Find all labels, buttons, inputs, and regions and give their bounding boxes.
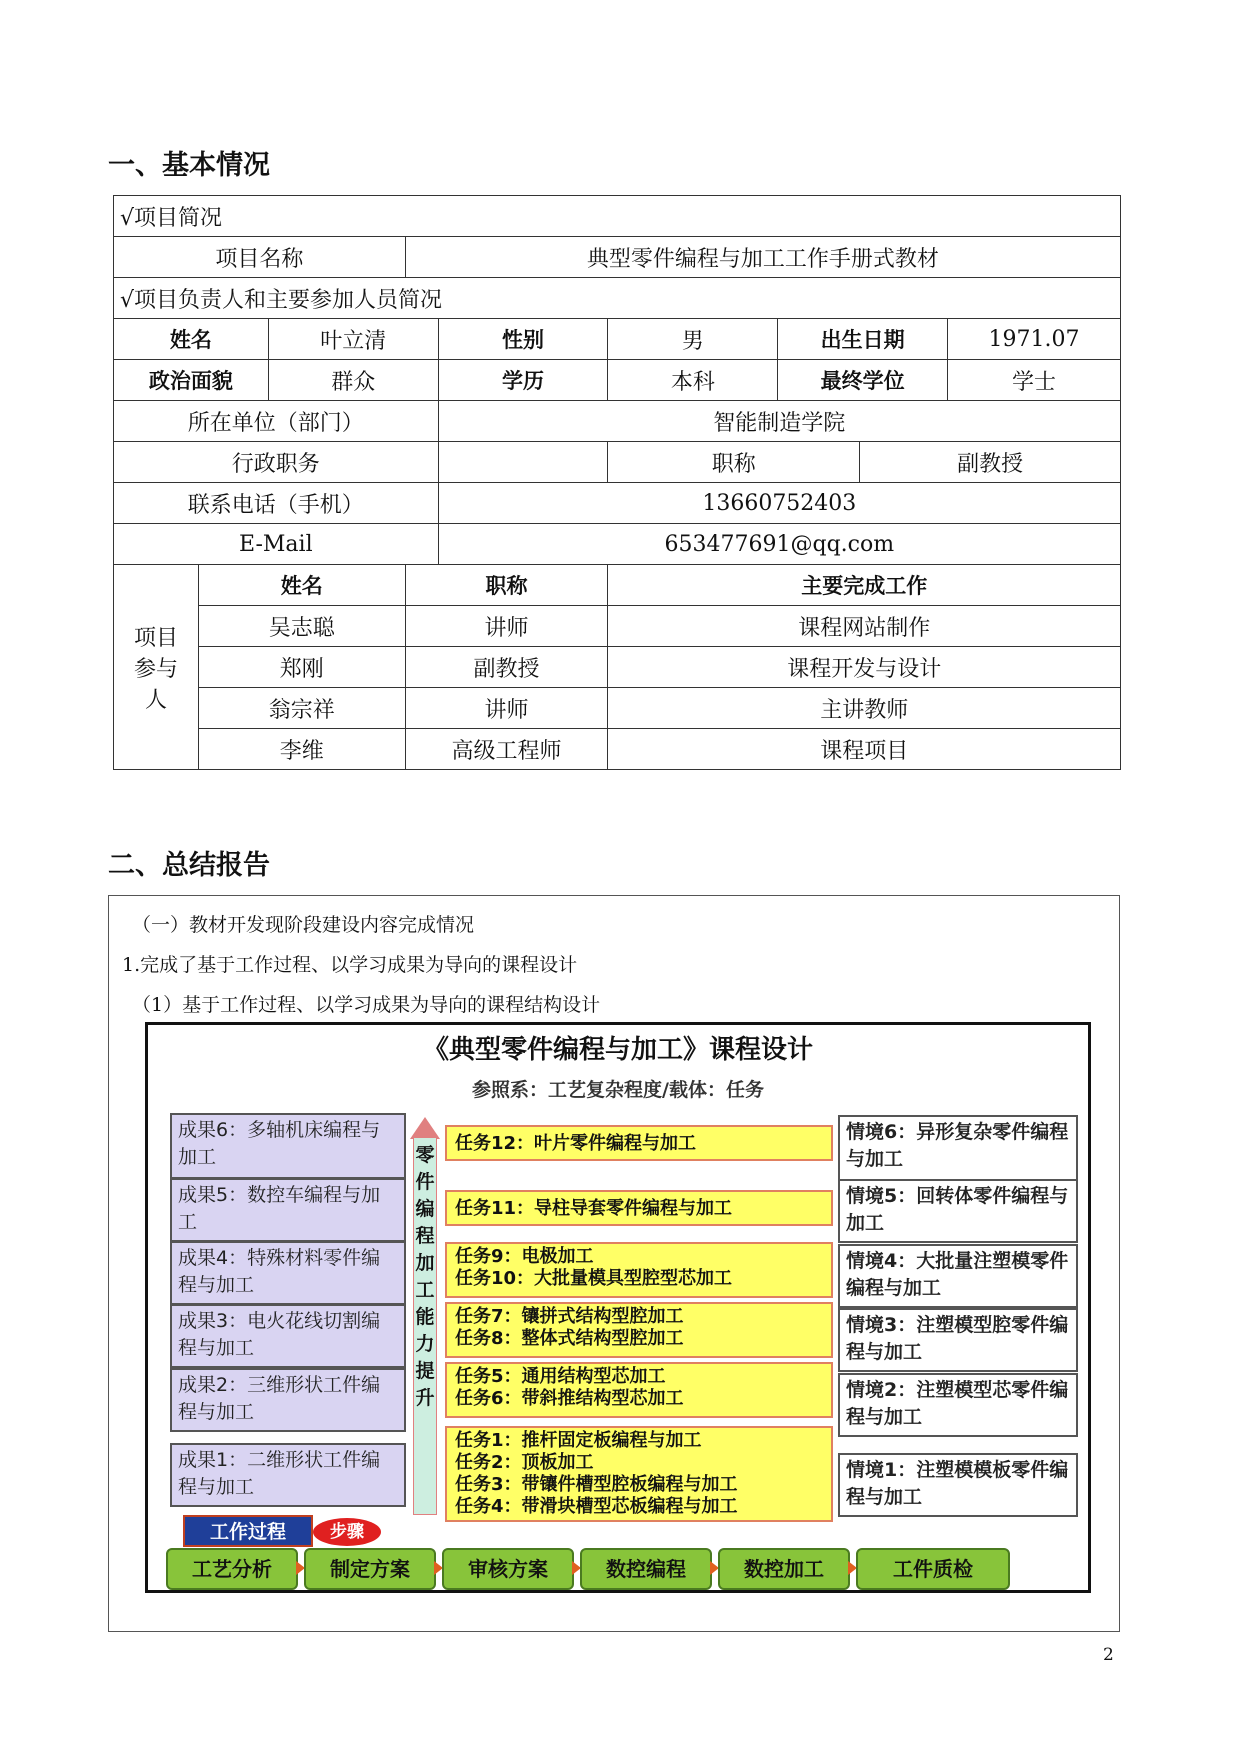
project-name-label: 项目名称 (114, 237, 406, 278)
degree-label: 最终学位 (778, 360, 948, 401)
step-box: 数控加工 (718, 1548, 850, 1590)
outcome-box: 成果4：特殊材料零件编程与加工 (170, 1241, 406, 1305)
step-box: 数控编程 (580, 1548, 712, 1590)
section-2-heading: 二、总结报告 (108, 850, 270, 881)
outcome-box: 成果1：二维形状工件编程与加工 (170, 1443, 406, 1507)
email: 653477691@qq.com (438, 524, 1120, 565)
birth: 1971.07 (948, 319, 1121, 360)
outcome-box: 成果2：三维形状工件编程与加工 (170, 1368, 406, 1432)
course-design-diagram (145, 1022, 1091, 1593)
situation-box: 情境1：注塑模模板零件编程与加工 (838, 1453, 1078, 1517)
section-1-heading: 一、基本情况 (108, 150, 270, 181)
education: 本科 (608, 360, 778, 401)
basic-info-table (113, 195, 1121, 770)
situation-box: 情境2：注塑模型芯零件编程与加工 (838, 1373, 1078, 1437)
diagram-title: 《典型零件编程与加工》课程设计 (422, 1035, 813, 1065)
education-label: 学历 (438, 360, 608, 401)
title: 副教授 (860, 442, 1121, 483)
outcome-box: 成果6：多轴机床编程与加工 (170, 1113, 406, 1179)
situation-box: 情境4：大批量注塑模零件编程与加工 (838, 1244, 1078, 1308)
project-overview-label: √项目简况 (114, 196, 1121, 237)
members-header-name: 姓名 (198, 565, 405, 606)
step-box: 审核方案 (442, 1548, 574, 1590)
degree: 学士 (948, 360, 1121, 401)
up-arrow-icon: 零 件 编 程 加 工 能 力 提 升 (410, 1117, 440, 1517)
task-box: 任务7：镶拼式结构型腔加工 任务8：整体式结构型腔加工 (445, 1302, 833, 1358)
title-label: 职称 (608, 442, 860, 483)
name-label: 姓名 (114, 319, 269, 360)
situation-box: 情境5：回转体零件编程与加工 (838, 1179, 1078, 1243)
project-name: 典型零件编程与加工工作手册式教材 (405, 237, 1120, 278)
politics-label: 政治面貌 (114, 360, 269, 401)
members-label: 项目 参与 人 (114, 565, 199, 770)
task-box: 任务1：推杆固定板编程与加工 任务2：顶板加工 任务3：带镶件槽型腔板编程与加工 任务4：带滑块槽型芯板编程与加工 (445, 1426, 833, 1522)
situation-box: 情境6：异形复杂零件编程与加工 (838, 1115, 1078, 1181)
unit: 智能制造学院 (438, 401, 1120, 442)
member-row: 李维 高级工程师 课程项目 (114, 729, 1121, 770)
member-row: 吴志聪 讲师 课程网站制作 (114, 606, 1121, 647)
email-label: E-Mail (114, 524, 439, 565)
situation-box: 情境3：注塑模型腔零件编程与加工 (838, 1308, 1078, 1372)
admin-label: 行政职务 (114, 442, 439, 483)
diagram-subtitle: 参照系：工艺复杂程度/载体：任务 (472, 1079, 764, 1101)
step-box: 制定方案 (304, 1548, 436, 1590)
gender: 男 (608, 319, 778, 360)
members-header-title: 职称 (405, 565, 608, 606)
work-process-label: 工作过程 (183, 1515, 313, 1547)
member-row: 郑刚 副教授 课程开发与设计 (114, 647, 1121, 688)
paragraph: （1）基于工作过程、以学习成果为导向的课程结构设计 (132, 994, 601, 1016)
step-box: 工艺分析 (166, 1548, 298, 1590)
gender-label: 性别 (438, 319, 608, 360)
unit-label: 所在单位（部门） (114, 401, 439, 442)
birth-label: 出生日期 (778, 319, 948, 360)
task-box: 任务9：电极加工 任务10：大批量模具型腔型芯加工 (445, 1242, 833, 1298)
outcome-box: 成果5：数控车编程与加工 (170, 1178, 406, 1242)
page-number: 2 (1103, 1645, 1114, 1665)
paragraph: 1.完成了基于工作过程、以学习成果为导向的课程设计 (122, 954, 578, 976)
outcome-box: 成果3：电火花线切割编程与加工 (170, 1304, 406, 1368)
subheading: （一）教材开发现阶段建设内容完成情况 (132, 914, 475, 936)
phone-label: 联系电话（手机） (114, 483, 439, 524)
phone: 13660752403 (438, 483, 1120, 524)
task-box: 任务5：通用结构型芯加工 任务6：带斜推结构型芯加工 (445, 1362, 833, 1418)
members-header-work: 主要完成工作 (608, 565, 1121, 606)
name: 叶立清 (268, 319, 438, 360)
admin (438, 442, 608, 483)
politics: 群众 (268, 360, 438, 401)
step-box: 工件质检 (856, 1548, 1010, 1590)
task-box: 任务12：叶片零件编程与加工 (445, 1125, 833, 1161)
steps-badge: 步骤 (313, 1518, 381, 1546)
people-overview-label: √项目负责人和主要参加人员简况 (114, 278, 1121, 319)
task-box: 任务11：导柱导套零件编程与加工 (445, 1190, 833, 1226)
member-row: 翁宗祥 讲师 主讲教师 (114, 688, 1121, 729)
